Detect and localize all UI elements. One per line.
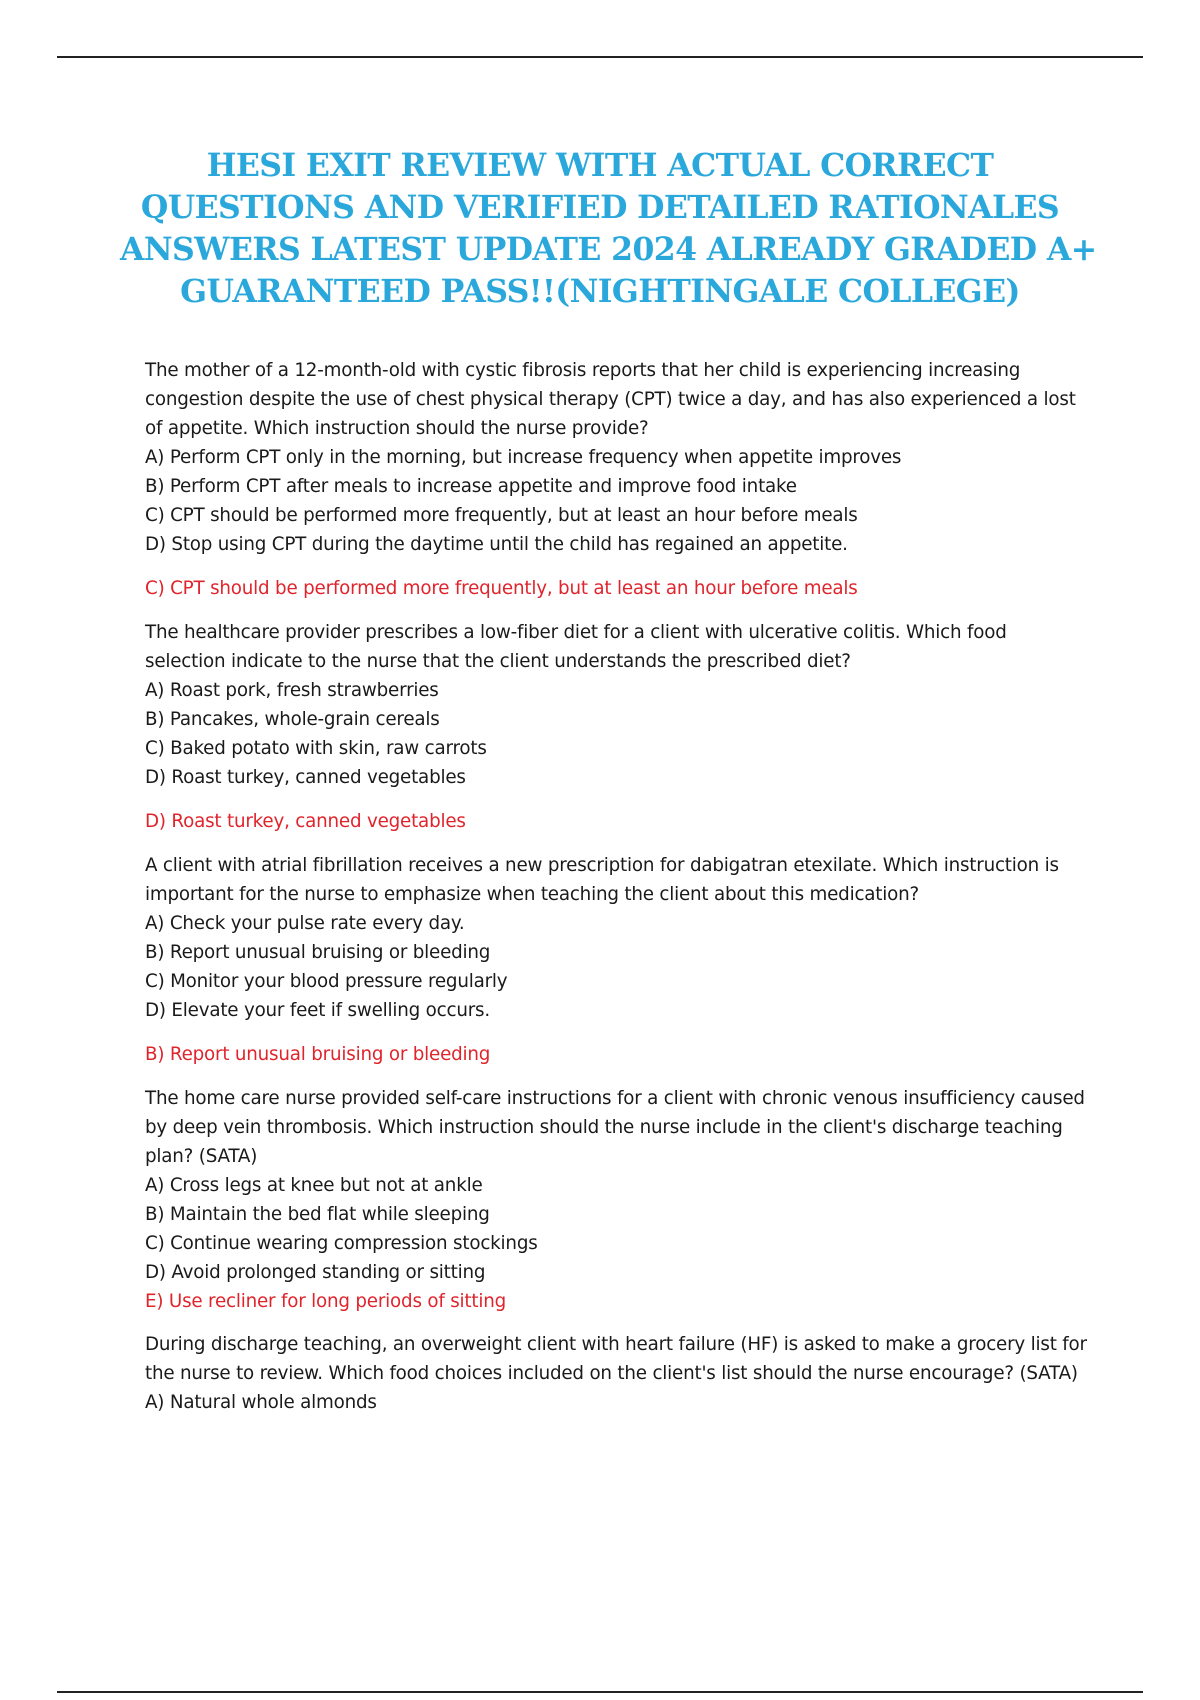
correct-answer: C) CPT should be performed more frequently, but at least an hour before meals bbox=[145, 578, 858, 599]
answer-option-c: C) CPT should be performed more frequently, but at least an hour before meals bbox=[145, 505, 858, 526]
question-stem-line: selection indicate to the nurse that the client understands the prescribed diet? bbox=[145, 651, 851, 672]
question-3 bbox=[145, 851, 1095, 1069]
answer-option-d: D) Stop using CPT during the daytime until the child has regained an appetite. bbox=[145, 534, 848, 555]
answer-option-e-correct: E) Use recliner for long periods of sitting bbox=[145, 1291, 507, 1312]
correct-answer: D) Roast turkey, canned vegetables bbox=[145, 811, 466, 832]
answer-option-a: A) Check your pulse rate every day. bbox=[145, 913, 465, 934]
question-stem-line: by deep vein thrombosis. Which instruction should the nurse include in the client's discharge teaching bbox=[145, 1117, 1063, 1138]
question-stem-line: The mother of a 12-month-old with cystic fibrosis reports that her child is experiencing increasing bbox=[145, 360, 1021, 381]
title-line: GUARANTEED PASS!!(NIGHTINGALE COLLEGE) bbox=[180, 273, 1020, 310]
question-list bbox=[145, 356, 1095, 1417]
question-stem-line: important for the nurse to emphasize when teaching the client about this medication? bbox=[145, 884, 920, 905]
question-5 bbox=[145, 1330, 1095, 1417]
answer-option-b: B) Maintain the bed flat while sleeping bbox=[145, 1204, 490, 1225]
answer-option-c: C) Monitor your blood pressure regularly bbox=[145, 971, 508, 992]
answer-option-a: A) Natural whole almonds bbox=[145, 1392, 377, 1413]
question-stem-line: The home care nurse provided self-care instructions for a client with chronic venous insufficiency caused bbox=[145, 1088, 1085, 1109]
answer-option-c: C) Baked potato with skin, raw carrots bbox=[145, 738, 487, 759]
question-stem-line: During discharge teaching, an overweight client with heart failure (HF) is asked to make a grocery list for bbox=[145, 1334, 1087, 1355]
question-stem-line: A client with atrial fibrillation receives a new prescription for dabigatran etexilate. Which instruction is bbox=[145, 855, 1059, 876]
answer-option-c: C) Continue wearing compression stockings bbox=[145, 1233, 538, 1254]
answer-option-a: A) Roast pork, fresh strawberries bbox=[145, 680, 439, 701]
answer-option-b: B) Report unusual bruising or bleeding bbox=[145, 942, 491, 963]
title-line: HESI EXIT REVIEW WITH ACTUAL CORRECT bbox=[206, 147, 994, 184]
question-stem-line: the nurse to review. Which food choices included on the client's list should the nurse encourage? (SATA) bbox=[145, 1363, 1078, 1384]
title-line: ANSWERS LATEST UPDATE 2024 ALREADY GRADED A+ bbox=[120, 231, 1097, 268]
title-line: QUESTIONS AND VERIFIED DETAILED RATIONALES bbox=[140, 189, 1060, 226]
answer-option-d: D) Elevate your feet if swelling occurs. bbox=[145, 1000, 490, 1021]
correct-answer: B) Report unusual bruising or bleeding bbox=[145, 1044, 491, 1065]
spacer bbox=[145, 1316, 1095, 1330]
bottom-rule bbox=[57, 1691, 1143, 1693]
answer-option-d: D) Avoid prolonged standing or sitting bbox=[145, 1262, 486, 1283]
answer-option-b: B) Pancakes, whole-grain cereals bbox=[145, 709, 440, 730]
top-rule bbox=[57, 56, 1143, 58]
question-stem-line: plan? (SATA) bbox=[145, 1146, 258, 1167]
answer-option-a: A) Perform CPT only in the morning, but increase frequency when appetite improves bbox=[145, 447, 902, 468]
answer-option-d: D) Roast turkey, canned vegetables bbox=[145, 767, 466, 788]
question-1 bbox=[145, 356, 1095, 603]
question-stem-line: of appetite. Which instruction should the nurse provide? bbox=[145, 418, 649, 439]
question-stem-line: congestion despite the use of chest physical therapy (CPT) twice a day, and has also experienced a lost bbox=[145, 389, 1076, 410]
answer-option-a: A) Cross legs at knee but not at ankle bbox=[145, 1175, 483, 1196]
question-2 bbox=[145, 618, 1095, 836]
question-4 bbox=[145, 1084, 1095, 1330]
answer-option-b: B) Perform CPT after meals to increase appetite and improve food intake bbox=[145, 476, 797, 497]
question-stem-line: The healthcare provider prescribes a low-fiber diet for a client with ulcerative colitis. Which food bbox=[145, 622, 1007, 643]
document-title bbox=[120, 145, 1097, 313]
